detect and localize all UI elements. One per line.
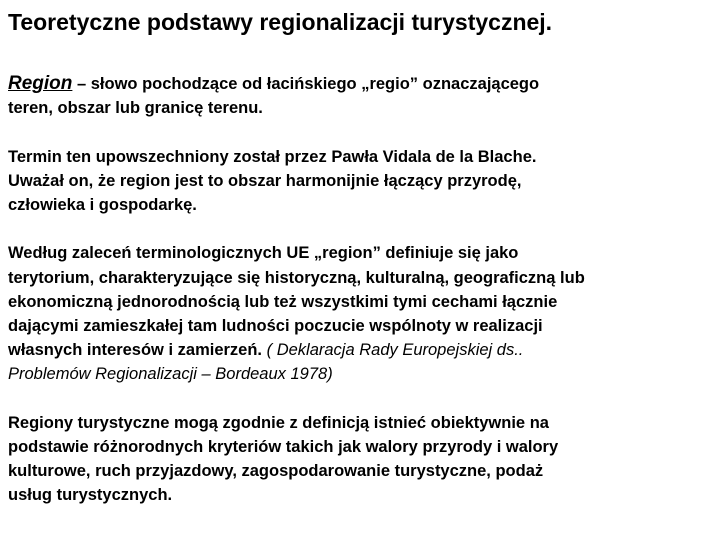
paragraph-gap xyxy=(8,120,718,144)
paragraph-eu-definition xyxy=(8,241,718,386)
region-definition-line-2: teren, obszar lub granicę terenu. xyxy=(8,99,263,118)
vidal-line-3: człowieka i gospodarkę. xyxy=(8,196,197,214)
eu-line-5: własnych interesów i zamierzeń. xyxy=(8,341,267,360)
region-definition-line-1: – słowo pochodzące od łacińskiego „regio” oznaczającego xyxy=(72,75,540,93)
eu-line-4: dającymi zamieszkałej tam ludności poczucie wspólnoty w realizacji xyxy=(8,317,543,335)
paragraph-vidal xyxy=(8,145,718,218)
tourist-line-4: usług turystycznych. xyxy=(8,486,173,505)
paragraph-gap xyxy=(8,217,718,241)
tourist-line-1: Regiony turystyczne mogą zgodnie z definicją istnieć obiektywnie na xyxy=(8,413,549,432)
vidal-line-1: Termin ten upowszechniony został przez Pawła Vidala de la Blache. xyxy=(8,147,537,166)
eu-line-3: ekonomiczną jednorodnością lub też wszystkimi tymi cechami łącznie xyxy=(8,292,558,311)
slide-body xyxy=(8,72,718,508)
tourist-line-3: kulturowe, ruch przyjazdowy, zagospodarowanie turystyczne, podaż xyxy=(8,462,544,481)
region-term: Region xyxy=(8,73,73,94)
paragraph-region-definition xyxy=(8,72,718,120)
paragraph-gap xyxy=(8,387,718,411)
slide-title: Teoretyczne podstawy regionalizacji turystycznej. xyxy=(8,9,553,35)
eu-line-1: Według zaleceń terminologicznych UE „region” definiuje się jako xyxy=(8,244,519,263)
eu-line-2: terytorium, charakteryzujące się historyczną, kulturalną, geograficzną lub xyxy=(8,268,585,287)
paragraph-tourist-regions xyxy=(8,411,718,508)
tourist-line-2: podstawie różnorodnych kryteriów takich jak walory przyrody i walory xyxy=(8,438,559,456)
vidal-line-2: Uważał on, że region jest to obszar harmonijnie łączący przyrodę, xyxy=(8,171,522,190)
eu-citation-line-2: Problemów Regionalizacji – Bordeaux 1978) xyxy=(8,365,333,384)
eu-citation-line-1: ( Deklaracja Rady Europejskiej ds.. xyxy=(266,341,524,360)
